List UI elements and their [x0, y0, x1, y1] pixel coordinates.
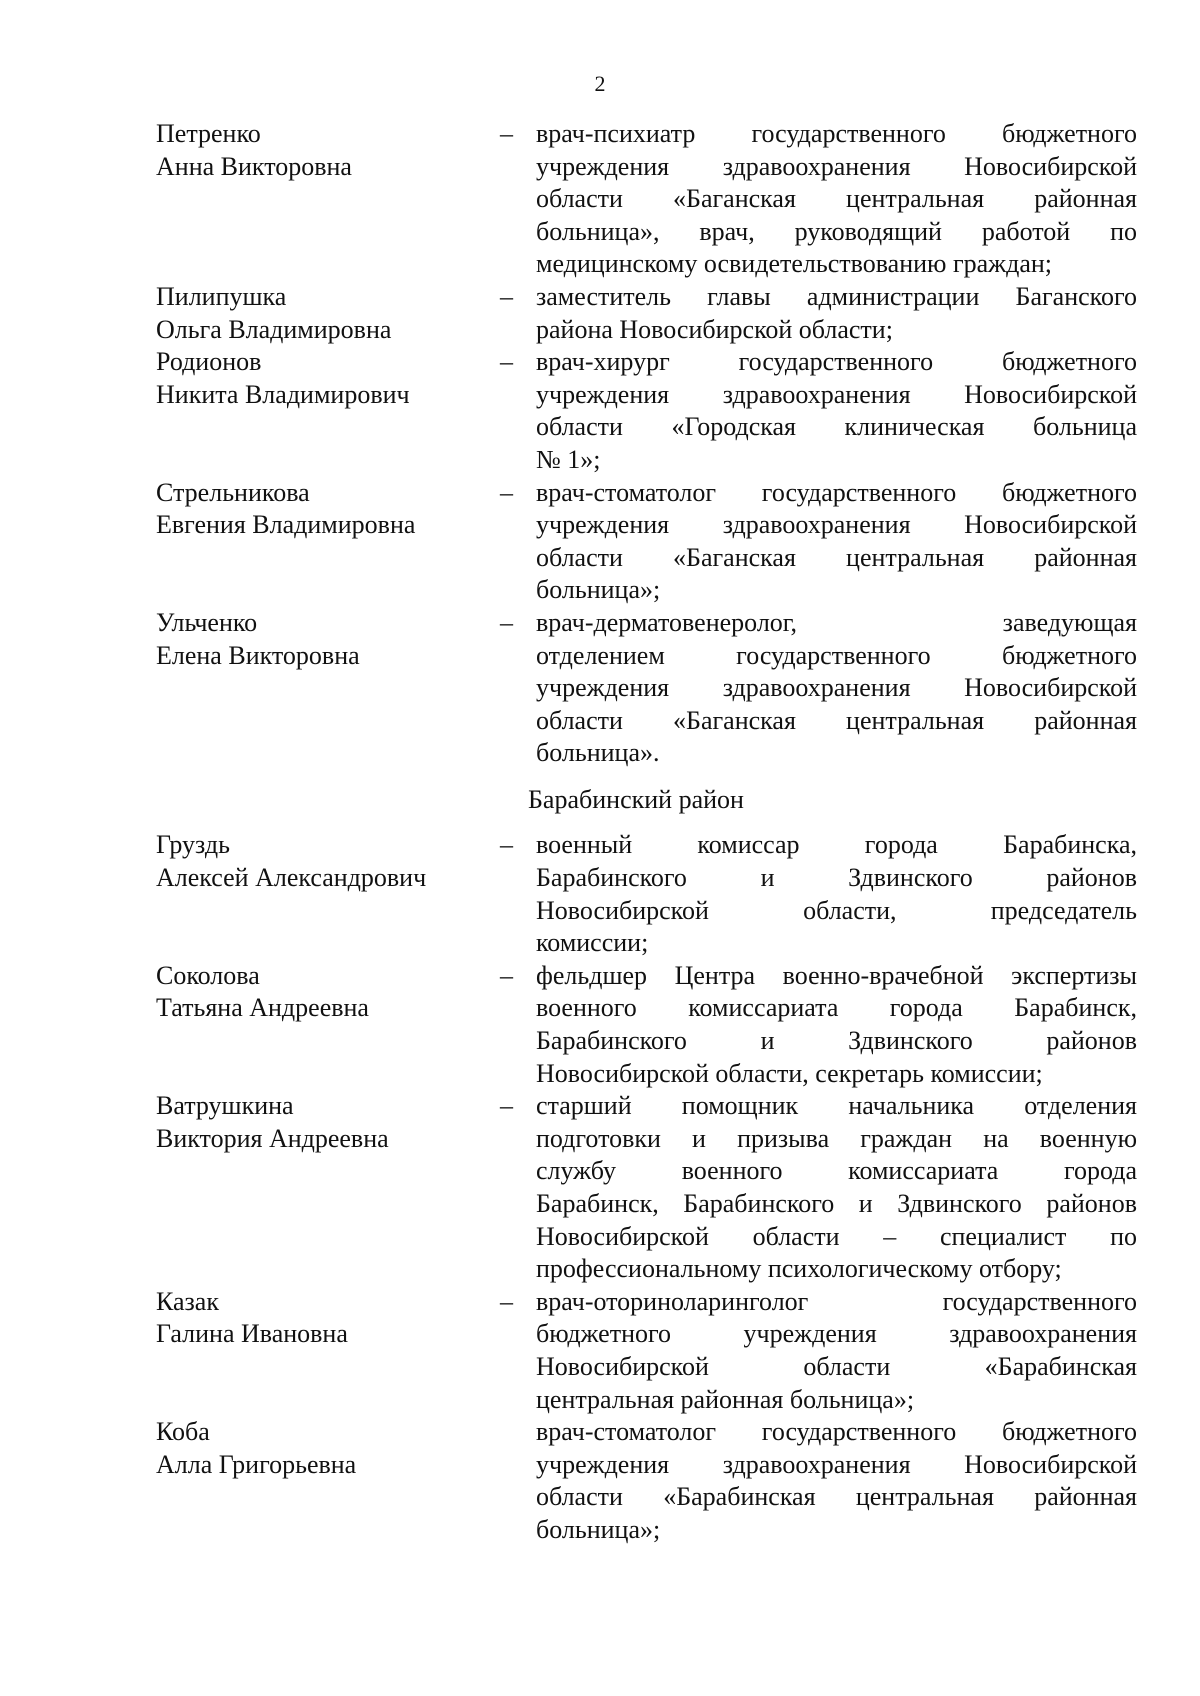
- position-line: № 1»;: [536, 444, 601, 474]
- position-line: врач-стоматолог государственного бюджетного: [536, 1417, 1137, 1447]
- member-surname: Ватрушкина: [156, 1091, 294, 1121]
- position-line: врач-дерматовенеролог, заведующая: [536, 607, 1137, 637]
- member-entry: [156, 607, 1137, 770]
- member-position: [536, 829, 1137, 959]
- member-position: [536, 607, 1137, 770]
- member-name: [156, 346, 500, 411]
- position-line: больница».: [536, 738, 660, 768]
- position-line: учреждения здравоохранения Новосибирской: [536, 510, 1137, 540]
- member-name: [156, 829, 500, 894]
- member-entry: [156, 960, 1137, 1090]
- position-line: медицинскому освидетельствованию граждан;: [536, 249, 1053, 279]
- member-given-names: Евгения Владимировна: [156, 510, 416, 540]
- position-line: области «Барабинская центральная районная: [536, 1482, 1137, 1512]
- position-line: Новосибирской области – специалист по: [536, 1221, 1137, 1251]
- member-entry: [156, 477, 1137, 607]
- member-entry: [156, 1090, 1137, 1286]
- position-line: Новосибирской области, председатель: [536, 895, 1137, 925]
- member-entry: [156, 1286, 1137, 1416]
- position-line: больница», врач, руководящий работой по: [536, 216, 1137, 246]
- member-surname: Соколова: [156, 960, 260, 990]
- position-line: учреждения здравоохранения Новосибирской: [536, 151, 1137, 181]
- position-line: отделением государственного бюджетного: [536, 640, 1137, 670]
- position-line: Новосибирской области «Барабинская: [536, 1351, 1137, 1381]
- position-line: военного комиссариата города Барабинск,: [536, 993, 1137, 1023]
- position-line: старший помощник начальника отделения: [536, 1091, 1137, 1121]
- member-name: [156, 1090, 500, 1155]
- member-position: [536, 346, 1137, 476]
- member-entry: [156, 1416, 1137, 1546]
- member-given-names: Елена Викторовна: [156, 640, 360, 670]
- member-position: [536, 1286, 1137, 1416]
- member-surname: Петренко: [156, 119, 261, 148]
- position-line: учреждения здравоохранения Новосибирской: [536, 673, 1137, 703]
- member-name: [156, 1416, 500, 1481]
- member-surname: Стрельникова: [156, 477, 310, 507]
- member-surname: Казак: [156, 1286, 219, 1316]
- position-line: больница»;: [536, 1514, 661, 1544]
- position-line: врач-стоматолог государственного бюджетного: [536, 477, 1137, 507]
- position-line: учреждения здравоохранения Новосибирской: [536, 379, 1137, 409]
- position-line: области «Баганская центральная районная: [536, 705, 1137, 735]
- member-position: [536, 281, 1137, 346]
- position-line: службу военного комиссариата города: [536, 1156, 1137, 1186]
- member-name: [156, 960, 500, 1025]
- entry-dash: –: [500, 607, 513, 637]
- member-name: [156, 1286, 500, 1351]
- member-name: [156, 607, 500, 672]
- entry-dash: –: [500, 477, 513, 507]
- member-position: [536, 1416, 1137, 1546]
- commission-member-list: [156, 118, 1137, 1547]
- position-line: области «Баганская центральная районная: [536, 542, 1137, 572]
- member-position: [536, 477, 1137, 607]
- position-line: заместитель главы администрации Баганского: [536, 281, 1137, 311]
- position-line: больница»;: [536, 575, 661, 605]
- position-line: учреждения здравоохранения Новосибирской: [536, 1449, 1137, 1479]
- position-line: района Новосибирской области;: [536, 314, 893, 344]
- member-surname: Коба: [156, 1417, 210, 1447]
- member-name: [156, 477, 500, 542]
- entry-dash: –: [500, 119, 513, 148]
- page-number: 2: [594, 71, 606, 96]
- member-surname: Ульченко: [156, 607, 258, 637]
- member-given-names: Ольга Владимировна: [156, 314, 392, 344]
- member-surname: Пилипушка: [156, 281, 287, 311]
- entry-dash: –: [500, 1091, 513, 1121]
- member-position: [536, 960, 1137, 1090]
- member-entry: [156, 118, 1137, 281]
- member-position: [536, 118, 1137, 281]
- entry-dash: –: [500, 347, 513, 377]
- position-line: Новосибирской области, секретарь комиссии;: [536, 1058, 1043, 1088]
- member-given-names: Анна Викторовна: [156, 151, 352, 181]
- member-given-names: Алла Григорьевна: [156, 1449, 357, 1479]
- section-title: Барабинский район: [528, 784, 744, 814]
- position-line: области «Баганская центральная районная: [536, 184, 1137, 214]
- member-name: [156, 281, 500, 346]
- position-line: военный комиссар города Барабинска,: [536, 830, 1137, 860]
- member-entry: [156, 829, 1137, 959]
- member-surname: Родионов: [156, 347, 262, 377]
- position-line: бюджетного учреждения здравоохранения: [536, 1319, 1137, 1349]
- position-line: области «Городская клиническая больница: [536, 412, 1137, 442]
- entry-dash: –: [500, 281, 513, 311]
- position-line: фельдшер Центра военно-врачебной экспертизы: [536, 960, 1137, 990]
- position-line: врач-хирург государственного бюджетного: [536, 347, 1137, 377]
- member-given-names: Татьяна Андреевна: [156, 993, 369, 1023]
- position-line: врач-психиатр государственного бюджетного: [536, 119, 1137, 148]
- member-given-names: Алексей Александрович: [156, 863, 427, 893]
- member-given-names: Никита Владимирович: [156, 379, 410, 409]
- position-line: Барабинск, Барабинского и Здвинского районов: [536, 1189, 1137, 1218]
- position-line: подготовки и призыва граждан на военную: [536, 1123, 1137, 1153]
- member-given-names: Виктория Андреевна: [156, 1123, 389, 1153]
- entry-dash: –: [500, 830, 513, 860]
- member-name: [156, 118, 500, 183]
- member-entry: [156, 281, 1137, 346]
- position-line: Барабинского и Здвинского районов: [536, 1026, 1137, 1056]
- member-entry: [156, 346, 1137, 476]
- position-line: Барабинского и Здвинского районов: [536, 863, 1137, 893]
- entry-dash: –: [500, 960, 513, 990]
- position-line: центральная районная больница»;: [536, 1384, 915, 1414]
- member-surname: Груздь: [156, 830, 230, 860]
- position-line: профессиональному психологическому отбору;: [536, 1254, 1062, 1284]
- position-line: врач-оториноларинголог государственного: [536, 1286, 1137, 1316]
- entry-dash: –: [500, 1286, 513, 1316]
- position-line: комиссии;: [536, 928, 649, 958]
- member-given-names: Галина Ивановна: [156, 1319, 348, 1349]
- member-position: [536, 1090, 1137, 1286]
